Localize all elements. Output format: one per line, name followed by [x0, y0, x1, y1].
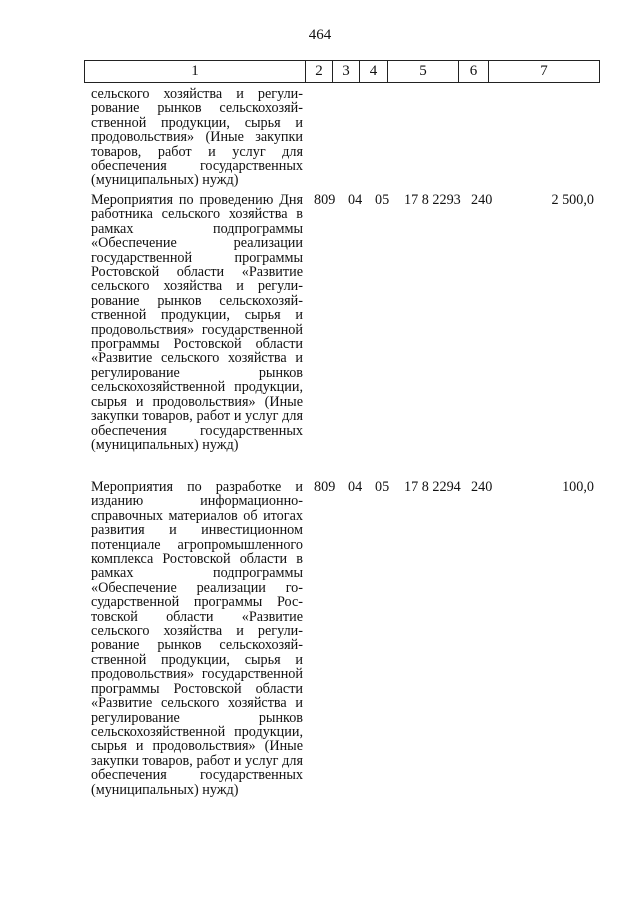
subsection-code: 05: [375, 479, 390, 495]
page-number: 464: [308, 27, 332, 43]
table-header: [84, 60, 600, 83]
row-description: Мероприятия по проведению Дня работника сельского хозяйства в рамках подпрограммы «Обеспечение реализации государственной программы Ростовской области «Развитие сельского хозяйства и регулирование рынков сельскохозяйственной продукции, сырья и продовольствия» государственной программы Ростовской области «Развитие сельского хозяйства и регулирование рынков сельскохозяйственной продукции, сырья и продовольствия» (Иные закупки товаров, работ и услуг для обеспечения государственных (муниципальных) нужд): [91, 192, 303, 453]
row-description: сельского хозяйства и регулирование рынков сельскохозяйственной продукции, сырья и продовольствия» (Иные закупки товаров, работ и услуг для обеспечения государственных (муниципальных) нужд): [91, 86, 303, 189]
expense-type-code: 240: [471, 192, 493, 208]
header-col-6: 6: [459, 60, 489, 83]
header-col-1: 1: [84, 60, 306, 83]
header-col-7: 7: [489, 60, 600, 83]
row-description: Мероприятия по разработке и изданию информационно-справочных материалов об итогах развития и инвестиционном потенциале агропромышленного комплекса Ростовской области в рамках подпрограммы «Обеспечение реализации государственной программы Ростовской области «Развитие сельского хозяйства и регулирование рынков сельскохозяйственной продукции, сырья и продовольствия» государственной программы Ростовской области «Развитие сельского хозяйства и регулирование рынков сельскохозяйственной продукции, сырья и продовольствия» (Иные закупки товаров, работ и услуг для обеспечения государственных (муниципальных) нужд): [91, 479, 303, 798]
target-code: 17 8 2293: [404, 192, 461, 208]
amount: 100,0: [562, 479, 594, 495]
section-code: 04: [348, 192, 363, 208]
section-code: 04: [348, 479, 363, 495]
ministry-code: 809: [314, 192, 336, 208]
amount: 2 500,0: [551, 192, 594, 208]
target-code: 17 8 2294: [404, 479, 461, 495]
header-col-3: 3: [333, 60, 360, 83]
header-col-5: 5: [388, 60, 459, 83]
subsection-code: 05: [375, 192, 390, 208]
header-col-4: 4: [360, 60, 388, 83]
header-col-2: 2: [306, 60, 333, 83]
ministry-code: 809: [314, 479, 336, 495]
expense-type-code: 240: [471, 479, 493, 495]
